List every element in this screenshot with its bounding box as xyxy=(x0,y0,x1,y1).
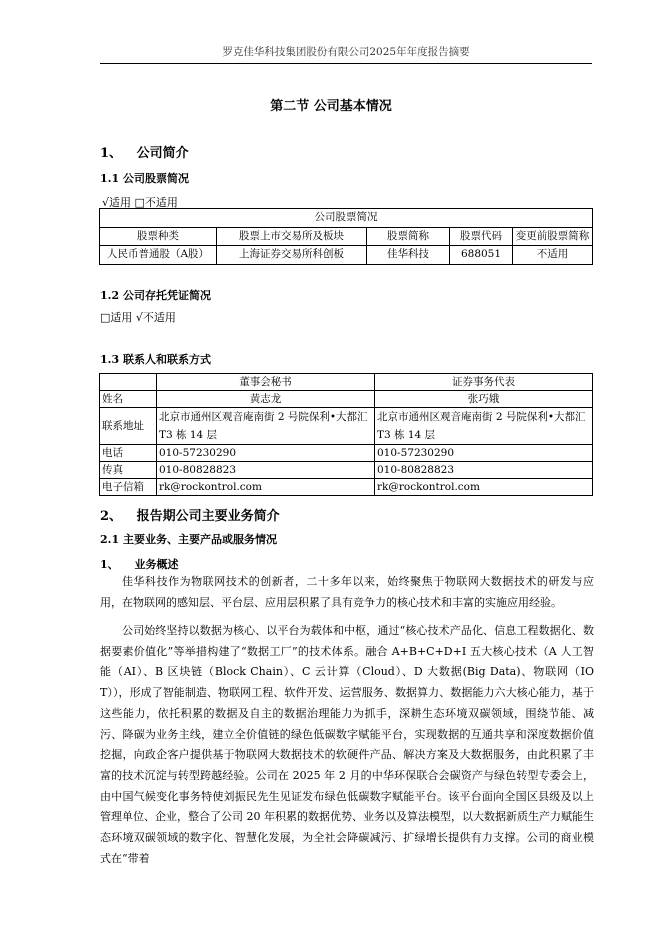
heading-text: 业务概述 xyxy=(134,558,179,571)
table-row xyxy=(100,445,593,462)
heading-number: 1、 xyxy=(100,146,123,161)
paragraph: 公司始终坚持以数据为核心、以平台为载体和中枢，通过“核心技术产品化、信息工程数据化、数据要素价值化”等举措构建了“数据工厂”的技术体系。融合 A+B+C+D+I 五大核心技术（A 人工智能（AI）、B 区块链（Block Chain）、C 云计算（Cloud）、D 大数据(Big Data)、物联网（IOT）），形成了智能制造、物联网工程、软件开发、运营服务、数据算力、数据能力六大核心能力，基于这些能力，依托积累的数据及自主的数据治理能力为抓手，深耕生态环境双碳领域，围绕节能、减污、降碳为业务主线，建立全价值链的绿色低碳数字赋能平台，实现数据的互通共享和深度数据价值挖掘，向政企客户提供基于物联网大数据技术的软硬件产品、解决方案及大数据服务，由此积累了丰富的技术沉淀与转型跨越经验。公司在 2025 年 2 月的中华环保联合会碳资产与绿色转型专委会上，由中国气候变化事务特使刘振民先生见证发布绿色低碳数字赋能平台。该平台面向全国区县级及以上管理单位、企业，整合了公司 20 年积累的数据优势、业务以及算法模型，以大数据新质生产力赋能生态环境双碳领域的数字化、智慧化发展，为全社会降碳减污、扩绿增长提供有力支撑。公司的商业模式在“带着 xyxy=(100,624,594,865)
col-header: 证券事务代表 xyxy=(375,374,593,391)
heading-main-business: 2.1 主要业务、主要产品或服务情况 xyxy=(100,533,277,546)
heading-text: 公司简介 xyxy=(136,146,189,161)
table-cell: 不适用 xyxy=(513,246,593,265)
table-cell: 北京市通州区观音庵南街 2 号院保利•大都汇 T3 栋 14 层 xyxy=(157,408,375,445)
row-label: 电子信箱 xyxy=(100,479,157,496)
table-row xyxy=(100,391,593,408)
row-label: 电话 xyxy=(100,445,157,462)
heading-company-profile xyxy=(100,142,189,161)
col-header: 股票种类 xyxy=(100,227,217,246)
applicability-depositary: □适用 √不适用 xyxy=(100,311,176,324)
col-header: 董事会秘书 xyxy=(157,374,375,391)
col-header: 股票简称 xyxy=(367,227,450,246)
heading-text: 报告期公司主要业务简介 xyxy=(136,509,280,524)
table-cell: rk@rockontrol.com xyxy=(157,479,375,496)
table-cell: 010-80828823 xyxy=(375,462,593,479)
running-header: 罗克佳华科技集团股份有限公司2025年年度报告摘要 xyxy=(222,46,470,58)
table-row xyxy=(100,246,593,265)
col-header: 变更前股票简称 xyxy=(513,227,593,246)
table-cell: 黄志龙 xyxy=(157,391,375,408)
section-title: 第二节 公司基本情况 xyxy=(270,99,392,114)
table-caption: 公司股票简况 xyxy=(100,209,593,228)
table-header-row xyxy=(100,227,593,246)
table-row xyxy=(100,479,593,496)
table-cell: rk@rockontrol.com xyxy=(375,479,593,496)
heading-business-summary xyxy=(100,556,179,572)
table-cell: 688051 xyxy=(450,246,513,265)
heading-stock-overview: 1.1 公司股票简况 xyxy=(100,172,189,185)
stock-overview-table xyxy=(99,208,593,265)
contacts-table xyxy=(99,373,593,496)
row-label: 姓名 xyxy=(100,391,157,408)
table-cell: 人民币普通股（A股） xyxy=(100,246,217,265)
heading-number: 1、 xyxy=(100,558,119,571)
table-cell: 010-80828823 xyxy=(157,462,375,479)
table-header-row xyxy=(100,374,593,391)
table-cell: 010-57230290 xyxy=(157,445,375,462)
col-header: 股票上市交易所及板块 xyxy=(217,227,367,246)
table-cell: 010-57230290 xyxy=(375,445,593,462)
table-cell: 佳华科技 xyxy=(367,246,450,265)
heading-contacts: 1.3 联系人和联系方式 xyxy=(100,353,211,366)
table-row xyxy=(100,408,593,445)
header-rule xyxy=(100,63,592,64)
row-label: 传真 xyxy=(100,462,157,479)
heading-depositary-receipts: 1.2 公司存托凭证简况 xyxy=(100,289,211,302)
heading-number: 2、 xyxy=(100,509,123,524)
paragraph: 佳华科技作为物联网技术的创新者，二十多年以来，始终聚焦于物联网大数据技术的研发与应用，在物联网的感知层、平台层、应用层积累了具有竞争力的核心技术和丰富的实施应用经验。 xyxy=(100,575,594,609)
table-cell: 北京市通州区观音庵南街 2 号院保利•大都汇 T3 栋 14 层 xyxy=(375,408,593,445)
table-cell: 上海证券交易所科创板 xyxy=(217,246,367,265)
applicability-stock: √适用 □不适用 xyxy=(102,196,178,209)
col-header: 股票代码 xyxy=(450,227,513,246)
table-cell: 张巧娥 xyxy=(375,391,593,408)
row-label: 联系地址 xyxy=(100,408,157,445)
table-row xyxy=(100,462,593,479)
heading-business-overview xyxy=(100,505,280,524)
